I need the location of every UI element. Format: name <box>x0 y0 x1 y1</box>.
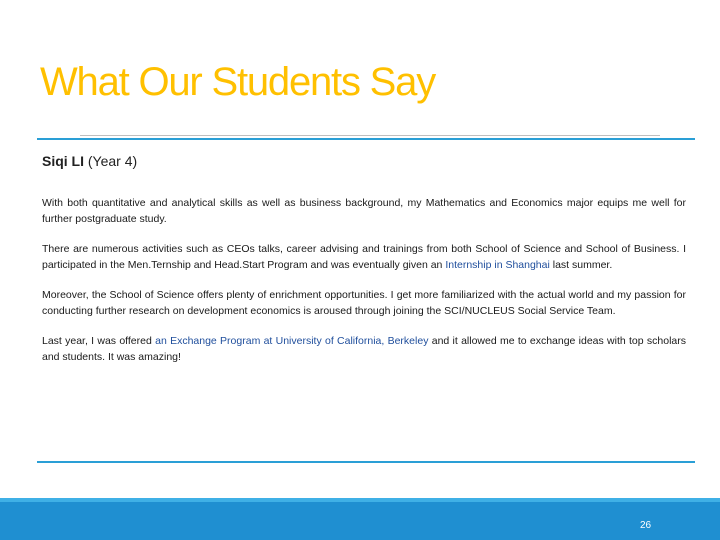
bottom-divider <box>37 461 695 463</box>
slide-title: What Our Students Say <box>40 60 435 104</box>
title-divider-thin <box>80 135 660 136</box>
paragraph-3: Moreover, the School of Science offers plenty of enrichment opportunities. I get more familiarized with the actual world and my passion for conducting further research on development economics is aroused through joining the SCI/NUCLEUS Social Service Team. <box>42 289 686 317</box>
student-year: (Year 4) <box>87 153 138 169</box>
exchange-highlight: an Exchange Program at University of California, Berkeley <box>155 335 429 347</box>
paragraph-2 <box>42 241 686 273</box>
footer-bar <box>0 498 720 540</box>
title-divider <box>37 138 695 140</box>
page-number: 26 <box>640 520 652 531</box>
internship-highlight: Internship in Shanghai <box>445 259 550 271</box>
paragraph-4-end: and it allowed me to exchange ideas with top scholars and students. It was amazing! <box>42 335 686 363</box>
paragraph-4-text: Last year, I was offered <box>42 335 156 347</box>
paragraph-4 <box>42 333 686 365</box>
student-heading <box>42 153 137 169</box>
testimonial-body <box>42 195 686 379</box>
paragraph-1: With both quantitative and analytical skills as well as business background, my Mathematics and Economics major equips me well for further postgraduate study. <box>42 197 686 225</box>
footer-bar-edge <box>0 498 720 502</box>
paragraph-2-end: last summer. <box>549 259 613 271</box>
student-name: Siqi LI <box>42 153 84 169</box>
paragraph-2-text: There are numerous activities such as CEOs talks, career advising and trainings from both School of Science and School of Business. I participated in the Men.Ternship and Head.Start Program and was eventually given an <box>42 243 686 271</box>
